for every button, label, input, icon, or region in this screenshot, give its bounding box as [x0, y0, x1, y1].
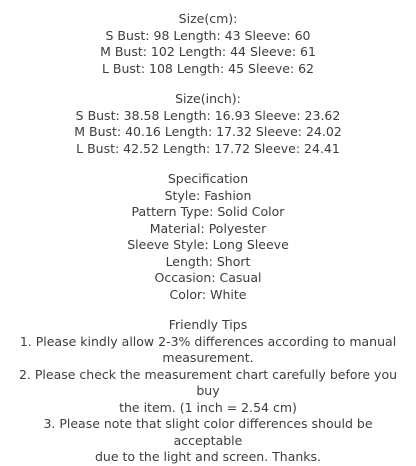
- friendly-tips-heading: Friendly Tips: [168, 317, 248, 332]
- spec-occasion: Occasion: Casual: [154, 270, 262, 285]
- spec-style: Style: Fashion: [164, 187, 252, 203]
- tip-3-line-1: 3. Please note that slight color differences should be acceptable: [43, 416, 373, 448]
- spec-material: Material: Polyester: [149, 220, 267, 236]
- spec-sleeve-style: Sleeve Style: Long Sleeve: [127, 237, 289, 252]
- size-cm-row-s: S Bust: 98 Length: 43 Sleeve: 60: [105, 27, 311, 43]
- friendly-tips-section: [0, 317, 416, 466]
- size-cm-row-l: L Bust: 108 Length: 45 Sleeve: 62: [101, 60, 314, 76]
- size-inch-row-l: L Bust: 42.52 Length: 17.72 Sleeve: 24.41: [76, 140, 340, 156]
- spec-length: Length: Short: [165, 253, 251, 269]
- spec-color: Color: White: [169, 286, 247, 302]
- tip-3-line-2: due to the light and screen. Thanks.: [94, 449, 322, 464]
- size-inch-section: [0, 91, 416, 157]
- tip-1-line-1: 1. Please kindly allow 2-3% differences according to manual: [19, 333, 397, 349]
- tip-1-line-2: measurement.: [162, 350, 254, 365]
- spec-pattern-type: Pattern Type: Solid Color: [131, 204, 285, 219]
- size-inch-heading: Size(inch):: [175, 91, 241, 106]
- size-cm-heading: Size(cm):: [178, 11, 238, 26]
- tip-2-line-1: 2. Please check the measurement chart carefully before you buy: [18, 366, 398, 398]
- size-cm-row-m: M Bust: 102 Length: 44 Sleeve: 61: [100, 44, 316, 59]
- specification-heading: Specification: [167, 171, 249, 186]
- specification-section: [0, 171, 416, 303]
- tip-2-line-2: the item. (1 inch = 2.54 cm): [119, 399, 297, 415]
- size-inch-row-m: M Bust: 40.16 Length: 17.32 Sleeve: 24.02: [74, 124, 342, 139]
- size-inch-row-s: S Bust: 38.58 Length: 16.93 Sleeve: 23.62: [75, 107, 341, 123]
- product-description: [0, 11, 416, 466]
- size-cm-section: [0, 11, 416, 77]
